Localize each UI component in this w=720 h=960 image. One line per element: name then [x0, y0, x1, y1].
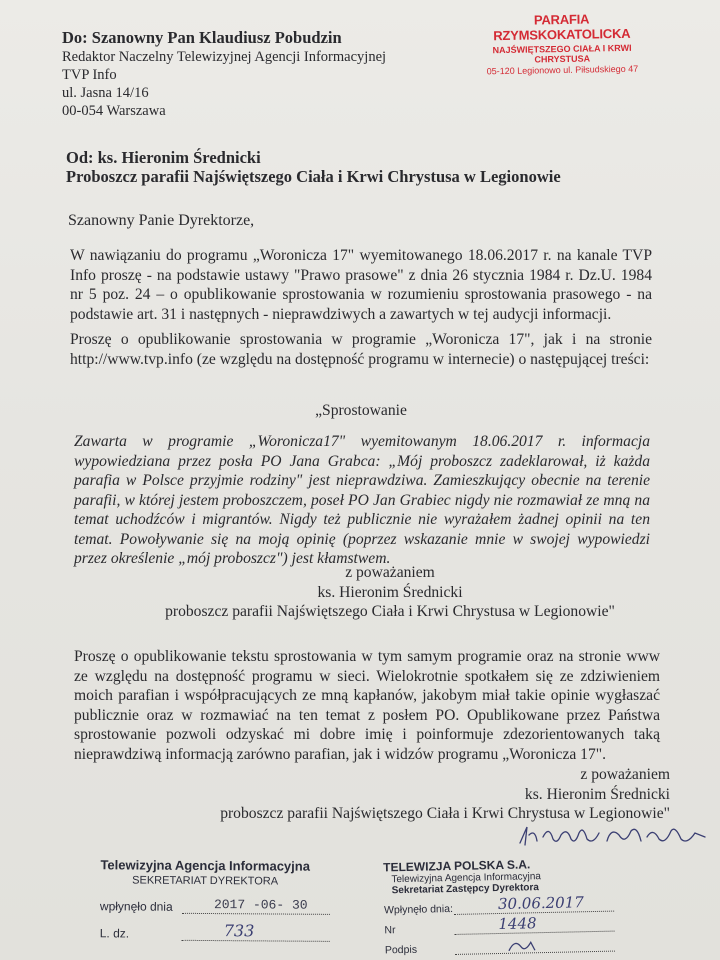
sender-line1: Od: ks. Hieronim Średnicki	[66, 148, 261, 167]
signoff-closing: z poważaniem	[580, 766, 670, 783]
recipient-line: Redaktor Naczelny Telewizyjnej Agencji Informacyjnej	[62, 49, 387, 65]
signoff-title: proboszcz parafii Najświętszego Ciała i Krwi Chrystusa w Legionowie"	[165, 603, 615, 620]
stamp-sign-row	[385, 935, 615, 957]
initials-scribble	[505, 936, 545, 953]
paragraph-request: Proszę o opublikowanie sprostowania w programie „Woronicza 17", jak i na stronie http://www.tvp.info (ze względu na dostępność programu w internecie) o następującej treści:	[70, 331, 652, 368]
paragraph-closing: Proszę o opublikowanie tekstu sprostowania w tym samym programie oraz na stronie www ze względu na dostępność programu w sieci. Wielokrotnie spotkałem się ze zdziwieniem moich parafian i współpracujących ze mną kapłanów, jakobym miał takie opinie wygłaszać publicznie oraz w rozmawiać na ten temat z posłem PO. Opublikowane przez Państwa sprostowanie pozwoli odzyskać mi dobre imię i poinformuje zdezorientowanych taką nieprawdziwą informacją zarówno parafian, jak i widzów programu „Woronicza 17".	[74, 648, 660, 763]
number-label: Nr	[384, 924, 396, 937]
parish-stamp-line3: 05-120 Legionowo ul. Piłsudskiego 47	[486, 63, 639, 77]
paragraph-intro: W nawiązaniu do programu „Woronicza 17" wyemitowanego 18.06.2017 r. na kanale TVP Info proszę - na podstawie ustawy "Prawo prasowe" z dnia 26 stycznia 1984 r. Dz.U. 1984 nr 5 poz. 24 – o opublikowanie sprostowania w rozumieniu sprostowania prasowego - na podstawie art. 31 i następnych - nieprawdziwych a zawartych w tej audycji informacji.	[70, 247, 652, 323]
sender-line2: Proboszcz parafii Najświętszego Ciała i Krwi Chrystusa w Legionowie	[66, 167, 561, 186]
received-date: 30.06.2017	[497, 893, 585, 914]
received-label: wpłynęło dnia	[99, 899, 173, 914]
stamp-received-row	[384, 895, 614, 917]
sender-block	[66, 148, 666, 186]
handwritten-signature	[515, 815, 715, 855]
recipient-line: TVP Info	[62, 67, 117, 83]
recipient-line: 00-054 Warszawa	[62, 103, 166, 119]
correction-title: „Sprostowanie	[315, 402, 407, 419]
parish-stamp-line1: PARAFIA RZYMSKOKATOLICKA	[493, 11, 631, 44]
stamp-number-row	[384, 915, 614, 937]
signoff-title: proboszcz parafii Najświętszego Ciała i Krwi Chrystusa w Legionowie"	[220, 805, 670, 822]
signoff-name: ks. Hieronim Średnicki	[317, 583, 463, 601]
sign-line	[455, 935, 615, 955]
stamp-company-name: TELEWIZJA POLSKA S.A.	[383, 857, 531, 875]
signoff-correction	[130, 563, 650, 622]
number-value: 1448	[498, 914, 537, 934]
number-line	[454, 915, 614, 935]
number-label: L. dz.	[99, 926, 130, 941]
number-line	[182, 921, 330, 942]
sign-label: Podpis	[384, 943, 418, 957]
stamp-department: SEKRETARIAT DYREKTORA	[132, 874, 279, 888]
stamp-agency-name: Telewizyjna Agencja Informacyjna	[100, 857, 311, 874]
received-line	[454, 895, 614, 915]
parish-stamp	[473, 10, 650, 76]
signature-scribble	[515, 815, 715, 855]
recipient-block	[62, 28, 462, 120]
stamp-number-row	[80, 923, 330, 942]
tvp-info-secretariat-stamp	[80, 857, 331, 942]
parish-stamp-line2: NAJŚWIĘTSZEGO CIAŁA I KRWI CHRYSTUSA	[492, 42, 632, 65]
recipient-line: ul. Jasna 14/16	[62, 85, 149, 101]
correction-body: Zawarta w programie „Woronicza17" wyemitowanym 18.06.2017 r. informacja wypowiedziana przez posła PO Jana Grabca: „Mój proboszcz zadeklarował, iż każda parafia w Polsce przyjmie rodziny" jest nieprawdziwa. Zamieszkujący obecnie na terenie parafii, w której jestem proboszczem, poseł PO Jan Grabiec nigdy nie rozmawiał ze mną na temat uchodźców i migrantów. Nigdy też publicznie nie wyrażałem żadnej opinii na ten temat. Powoływanie się na moją opinię (poprzez wskazanie mnie w swojej wypowiedzi przez określenie „mój proboszcz") jest kłamstwem.	[74, 433, 650, 567]
number-value: 733	[223, 921, 255, 941]
signoff-closing: z poważaniem	[345, 564, 435, 581]
received-date: 2017 -06- 30	[213, 897, 308, 913]
recipient-to-line: Do: Szanowny Pan Klaudiusz Pobudzin	[62, 28, 342, 47]
signoff-name: ks. Hieronim Średnicki	[524, 785, 670, 803]
greeting: Szanowny Panie Dyrektorze,	[68, 212, 255, 229]
stamp-received-row	[80, 896, 330, 915]
received-line	[182, 897, 330, 915]
tvp-deputy-director-stamp	[383, 856, 615, 957]
stamp-agency-name: Telewizyjna Agencja Informacyjna	[391, 871, 542, 886]
received-label: Wpłynęło dnia:	[383, 902, 454, 917]
stamp-department: Sekretariat Zastępcy Dyrektora	[391, 882, 540, 897]
